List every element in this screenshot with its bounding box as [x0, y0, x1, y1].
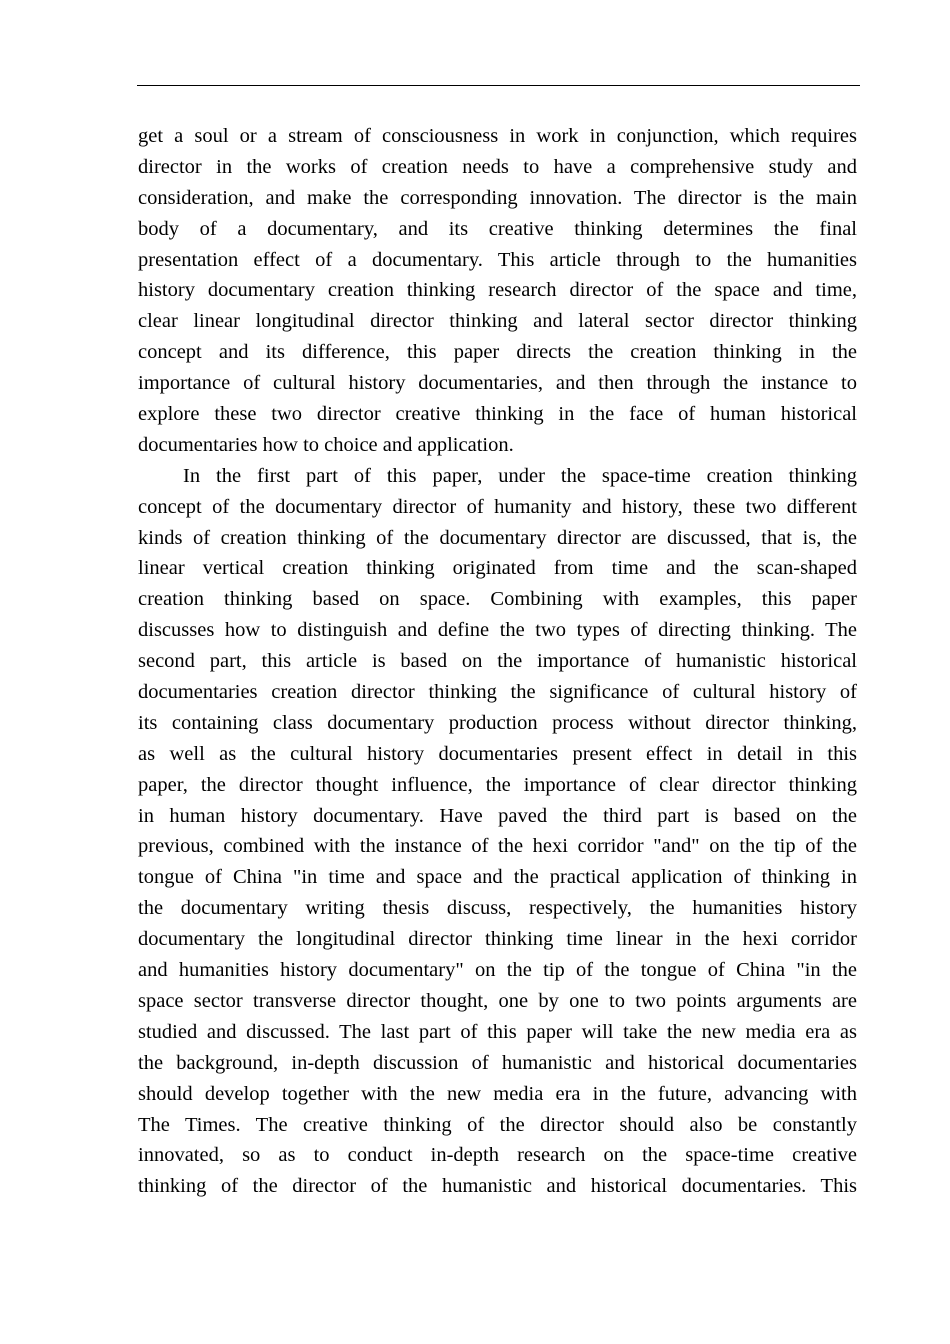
text-line: clear linear longitudinal director thinking and lateral sector director thinking	[138, 310, 857, 333]
text-line: In the first part of this paper, under the space-time creation thinking	[183, 464, 857, 487]
header-rule	[137, 85, 860, 86]
text-line: its containing class documentary production process without director thinking,	[138, 711, 857, 734]
text-line: discusses how to distinguish and define the two types of directing thinking. The	[138, 619, 857, 642]
text-line: get a soul or a stream of consciousness in work in conjunction, which requires	[138, 125, 857, 147]
paragraph	[138, 461, 857, 1202]
text-line: The Times. The creative thinking of the director should also be constantly	[138, 1113, 857, 1136]
text-line: thinking of the director of the humanistic and historical documentaries. This	[138, 1175, 857, 1198]
paragraph	[138, 121, 857, 461]
text-line: space sector transverse director thought, one by one to two points arguments are	[138, 989, 857, 1012]
text-line: as well as the cultural history documentaries present effect in detail in this	[138, 742, 857, 765]
text-line: the background, in-depth discussion of humanistic and historical documentaries	[138, 1051, 857, 1074]
text-line: history documentary creation thinking research director of the space and time,	[138, 279, 857, 302]
text-line: presentation effect of a documentary. This article through to the humanities	[138, 248, 857, 271]
text-line: and humanities history documentary" on the tip of the tongue of China "in the	[138, 959, 857, 982]
text-line: should develop together with the new media era in the future, advancing with	[138, 1082, 857, 1105]
text-line: concept and its difference, this paper directs the creation thinking in the	[138, 341, 857, 364]
text-line: body of a documentary, and its creative thinking determines the final	[138, 217, 857, 240]
text-line: documentary the longitudinal director thinking time linear in the hexi corridor	[138, 928, 857, 951]
text-line: concept of the documentary director of humanity and history, these two different	[138, 495, 857, 518]
text-line: creation thinking based on space. Combining with examples, this paper	[138, 588, 857, 611]
text-line: second part, this article is based on the importance of humanistic historical	[138, 650, 857, 673]
text-line: documentaries how to choice and application.	[138, 433, 514, 456]
text-line: director in the works of creation needs to have a comprehensive study and	[138, 155, 857, 178]
text-line: studied and discussed. The last part of this paper will take the new media era as	[138, 1020, 857, 1043]
text-line: paper, the director thought influence, the importance of clear director thinking	[138, 773, 857, 796]
text-line: importance of cultural history documentaries, and then through the instance to	[138, 372, 857, 395]
text-line: innovated, so as to conduct in-depth research on the space-time creative	[138, 1144, 857, 1167]
text-line: previous, combined with the instance of the hexi corridor "and" on the tip of the	[138, 835, 857, 858]
text-line: explore these two director creative thinking in the face of human historical	[138, 403, 857, 426]
body-text	[138, 121, 857, 1202]
text-line: consideration, and make the corresponding innovation. The director is the main	[138, 186, 857, 209]
text-line: tongue of China "in time and space and the practical application of thinking in	[138, 866, 857, 889]
text-line: in human history documentary. Have paved the third part is based on the	[138, 804, 857, 827]
text-line: the documentary writing thesis discuss, respectively, the humanities history	[138, 897, 857, 920]
text-line: linear vertical creation thinking originated from time and the scan-shaped	[138, 557, 857, 580]
text-line: kinds of creation thinking of the documentary director are discussed, that is, the	[138, 526, 857, 549]
text-line: documentaries creation director thinking the significance of cultural history of	[138, 681, 857, 704]
